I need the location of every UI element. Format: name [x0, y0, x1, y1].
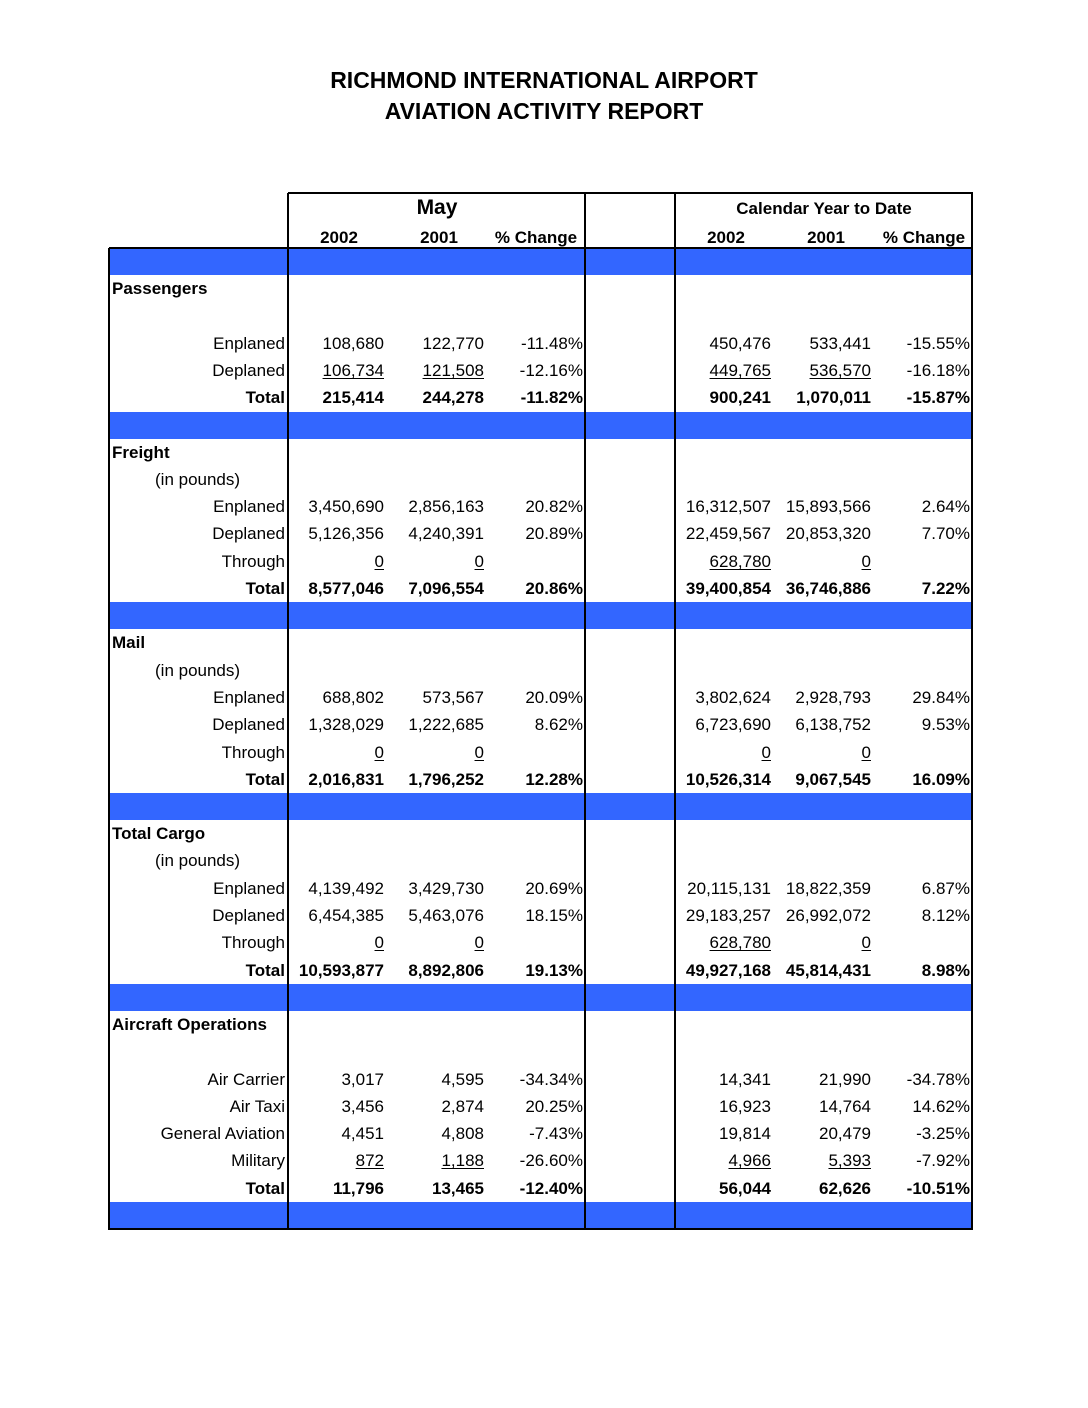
ytd-2002-value: 29,183,257 — [685, 906, 771, 925]
ytd-2002-value: 49,927,168 — [685, 960, 771, 980]
month-2002-value: 1,328,029 — [308, 715, 384, 735]
month-2002-value: 3,456 — [341, 1096, 384, 1116]
month-2001-value: 1,188 — [441, 1151, 484, 1171]
month-2001-value: 1,222,685 — [408, 715, 484, 735]
ytd-pct-value: 14.62% — [912, 1096, 970, 1116]
month-2001-value: 573,567 — [422, 687, 484, 707]
ytd-2001-value: 0 — [861, 742, 871, 762]
report-title-line2: AVIATION ACTIVITY REPORT — [384, 98, 704, 124]
label-divider — [287, 193, 289, 1230]
separator-band — [109, 1202, 972, 1229]
month-pct-value: -34.34% — [519, 1069, 583, 1089]
month-2002-value: 11,796 — [332, 1178, 384, 1198]
month-2001-value: 2,856,163 — [408, 497, 484, 517]
header-ytd-pct: % Change — [882, 228, 966, 247]
month-pct-value: 19.13% — [525, 960, 583, 980]
row-subtitle: (in pounds) — [155, 660, 241, 680]
ytd-2001-value: 536,570 — [809, 360, 871, 380]
month-2001-value: 0 — [474, 933, 484, 953]
month-2001-value: 0 — [474, 551, 484, 571]
row-label: Through — [221, 551, 285, 571]
month-2002-value: 688,802 — [322, 687, 384, 707]
ytd-2001-value: 18,822,359 — [785, 878, 871, 898]
month-2002-value: 0 — [374, 742, 384, 762]
month-2001-value: 2,874 — [441, 1096, 484, 1116]
row-label: Deplaned — [212, 524, 285, 544]
ytd-2002-value: 56,044 — [719, 1178, 771, 1198]
row-label: Total — [245, 960, 285, 980]
ytd-2001-value: 533,441 — [809, 333, 871, 353]
month-2001-value: 7,096,554 — [408, 579, 484, 598]
separator-band — [109, 984, 972, 1011]
ytd-pct-value: -16.18% — [906, 360, 970, 380]
header-month-pct: % Change — [494, 228, 578, 247]
ytd-2002-value: 450,476 — [709, 333, 771, 353]
month-2001-value: 3,429,730 — [408, 878, 484, 898]
ytd-2002-value: 19,814 — [719, 1124, 771, 1144]
month-2002-value: 872 — [355, 1151, 384, 1171]
ytd-2002-value: 628,780 — [709, 933, 771, 953]
separator-band — [109, 602, 972, 629]
ytd-2002-value: 6,723,690 — [695, 715, 771, 735]
section-title: Total Cargo — [112, 824, 206, 844]
month-2001-value: 121,508 — [422, 360, 484, 380]
month-2002-value: 5,126,356 — [308, 524, 384, 544]
ytd-2001-value: 5,393 — [828, 1151, 871, 1171]
row-subtitle: (in pounds) — [155, 851, 241, 871]
month-pct-value: -7.43% — [529, 1124, 583, 1144]
ytd-2002-value: 900,241 — [709, 388, 771, 408]
right-border — [971, 193, 973, 1230]
month-pct-value: 20.89% — [525, 524, 583, 544]
row-label: Deplaned — [212, 715, 285, 735]
ytd-pct-value: 7.70% — [921, 524, 970, 544]
ytd-pct-value: 8.12% — [921, 906, 970, 925]
ytd-2002-value: 14,341 — [719, 1069, 771, 1089]
month-2001-value: 122,770 — [422, 333, 484, 353]
header-month-2001: 2001 — [420, 228, 458, 247]
row-label: Military — [231, 1151, 285, 1171]
month-2002-value: 3,450,690 — [308, 497, 384, 517]
header-ytd-2001: 2001 — [807, 228, 845, 247]
ytd-2001-value: 0 — [861, 933, 871, 953]
month-pct-value: -26.60% — [519, 1151, 583, 1171]
month-2002-value: 4,451 — [341, 1124, 384, 1144]
month-2002-value: 8,577,046 — [308, 579, 384, 598]
month-2001-value: 5,463,076 — [408, 906, 484, 925]
row-label: Total — [245, 1178, 285, 1198]
month-2001-value: 13,465 — [432, 1178, 484, 1198]
ytd-2001-value: 2,928,793 — [795, 687, 871, 707]
ytd-2002-value: 39,400,854 — [685, 579, 771, 598]
month-2002-value: 0 — [374, 551, 384, 571]
ytd-2002-value: 3,802,624 — [695, 687, 771, 707]
month-2001-value: 8,892,806 — [408, 960, 484, 980]
header-ytd-2002: 2002 — [707, 228, 745, 247]
month-2002-value: 0 — [374, 933, 384, 953]
ytd-pct-value: -10.51% — [906, 1178, 970, 1198]
month-2002-value: 3,017 — [341, 1069, 384, 1089]
ytd-pct-value: 2.64% — [921, 497, 970, 517]
month-right-divider — [584, 193, 586, 1230]
row-label: Enplaned — [213, 497, 285, 517]
ytd-pct-value: 29.84% — [912, 687, 970, 707]
month-2002-value: 10,593,877 — [298, 960, 384, 980]
ytd-2001-value: 6,138,752 — [795, 715, 871, 735]
month-pct-value: 20.69% — [525, 878, 583, 898]
ytd-2001-value: 20,479 — [819, 1124, 871, 1144]
ytd-pct-value: 9.53% — [921, 715, 970, 735]
month-pct-value: -11.48% — [520, 333, 583, 353]
ytd-2002-value: 16,923 — [719, 1096, 771, 1116]
row-label: Through — [221, 933, 285, 953]
ytd-2002-value: 4,966 — [728, 1151, 771, 1171]
ytd-2001-value: 36,746,886 — [785, 579, 871, 598]
month-pct-value: 20.86% — [525, 579, 583, 598]
month-pct-value: 8.62% — [534, 715, 583, 735]
separator-band — [109, 412, 972, 439]
ytd-pct-value: 16.09% — [912, 769, 970, 789]
ytd-2002-value: 20,115,131 — [687, 878, 771, 898]
month-2002-value: 215,414 — [322, 388, 384, 408]
month-2001-value: 4,595 — [441, 1069, 484, 1089]
ytd-pct-value: -15.87% — [906, 388, 970, 408]
ytd-2001-value: 14,764 — [819, 1096, 871, 1116]
ytd-2002-value: 10,526,314 — [685, 769, 771, 789]
row-label: Deplaned — [212, 360, 285, 380]
section-title: Passengers — [112, 279, 208, 298]
ytd-2002-value: 449,765 — [709, 360, 771, 380]
row-label: Total — [245, 579, 285, 598]
ytd-2002-value: 16,312,507 — [685, 497, 771, 517]
ytd-pct-value: 7.22% — [921, 579, 970, 598]
month-pct-value: 12.28% — [525, 769, 583, 789]
month-pct-value: 20.82% — [525, 497, 583, 517]
ytd-2001-value: 21,990 — [819, 1069, 871, 1089]
ytd-pct-value: -15.55% — [906, 333, 970, 353]
header-bottom-border — [109, 247, 973, 249]
ytd-2001-value: 15,893,566 — [785, 497, 871, 517]
ytd-2001-value: 1,070,011 — [796, 388, 871, 408]
ytd-left-divider — [674, 193, 676, 1230]
section-title: Freight — [112, 442, 170, 462]
row-label: Enplaned — [213, 333, 285, 353]
month-pct-value: 20.25% — [525, 1096, 583, 1116]
header-month: May — [416, 196, 458, 219]
ytd-2001-value: 0 — [861, 551, 871, 571]
month-2002-value: 4,139,492 — [308, 878, 384, 898]
section-title: Mail — [112, 633, 146, 653]
ytd-2002-value: 22,459,567 — [685, 524, 771, 544]
ytd-pct-value: -7.92% — [916, 1151, 970, 1171]
header-ytd: Calendar Year to Date — [736, 199, 912, 218]
month-2001-value: 0 — [474, 742, 484, 762]
row-label: Deplaned — [212, 906, 285, 925]
row-label: Total — [245, 388, 285, 408]
row-label: Total — [245, 769, 285, 789]
month-pct-value: -12.40% — [519, 1178, 583, 1198]
ytd-2001-value: 62,626 — [819, 1178, 871, 1198]
month-pct-value: -12.16% — [519, 360, 583, 380]
row-label: Enplaned — [213, 878, 285, 898]
row-subtitle: (in pounds) — [155, 469, 241, 489]
ytd-2001-value: 26,992,072 — [785, 906, 871, 925]
row-label: Through — [221, 742, 285, 762]
month-2002-value: 6,454,385 — [308, 906, 384, 925]
month-2001-value: 244,278 — [422, 388, 484, 408]
month-pct-value: -11.82% — [520, 388, 583, 408]
separator-band — [109, 248, 972, 275]
report-title-line1: RICHMOND INTERNATIONAL AIRPORT — [330, 67, 758, 93]
month-2001-value: 4,240,391 — [408, 524, 484, 544]
ytd-2002-value: 0 — [761, 742, 771, 762]
row-label: Enplaned — [213, 687, 285, 707]
ytd-2001-value: 45,814,431 — [785, 960, 871, 980]
ytd-2002-value: 628,780 — [709, 551, 771, 571]
month-pct-value: 20.09% — [525, 687, 583, 707]
ytd-pct-value: -34.78% — [906, 1069, 970, 1089]
month-2002-value: 106,734 — [322, 360, 384, 380]
table-bottom-border — [109, 1228, 973, 1230]
row-label: General Aviation — [160, 1124, 285, 1144]
separator-band — [109, 793, 972, 820]
month-pct-value: 18.15% — [525, 906, 583, 925]
row-label: Air Taxi — [229, 1096, 285, 1116]
month-2001-value: 4,808 — [441, 1124, 484, 1144]
table-top-border — [288, 192, 973, 194]
section-title: Aircraft Operations — [112, 1014, 267, 1034]
ytd-2001-value: 20,853,320 — [785, 524, 871, 544]
month-2002-value: 108,680 — [322, 333, 384, 353]
ytd-pct-value: -3.25% — [916, 1124, 970, 1144]
header-month-2002: 2002 — [320, 228, 358, 247]
month-2002-value: 2,016,831 — [308, 769, 384, 789]
ytd-2001-value: 9,067,545 — [795, 769, 871, 789]
ytd-pct-value: 8.98% — [921, 960, 970, 980]
left-border — [108, 248, 110, 1230]
row-label: Air Carrier — [207, 1069, 285, 1089]
ytd-pct-value: 6.87% — [921, 878, 970, 898]
month-2001-value: 1,796,252 — [408, 769, 484, 789]
